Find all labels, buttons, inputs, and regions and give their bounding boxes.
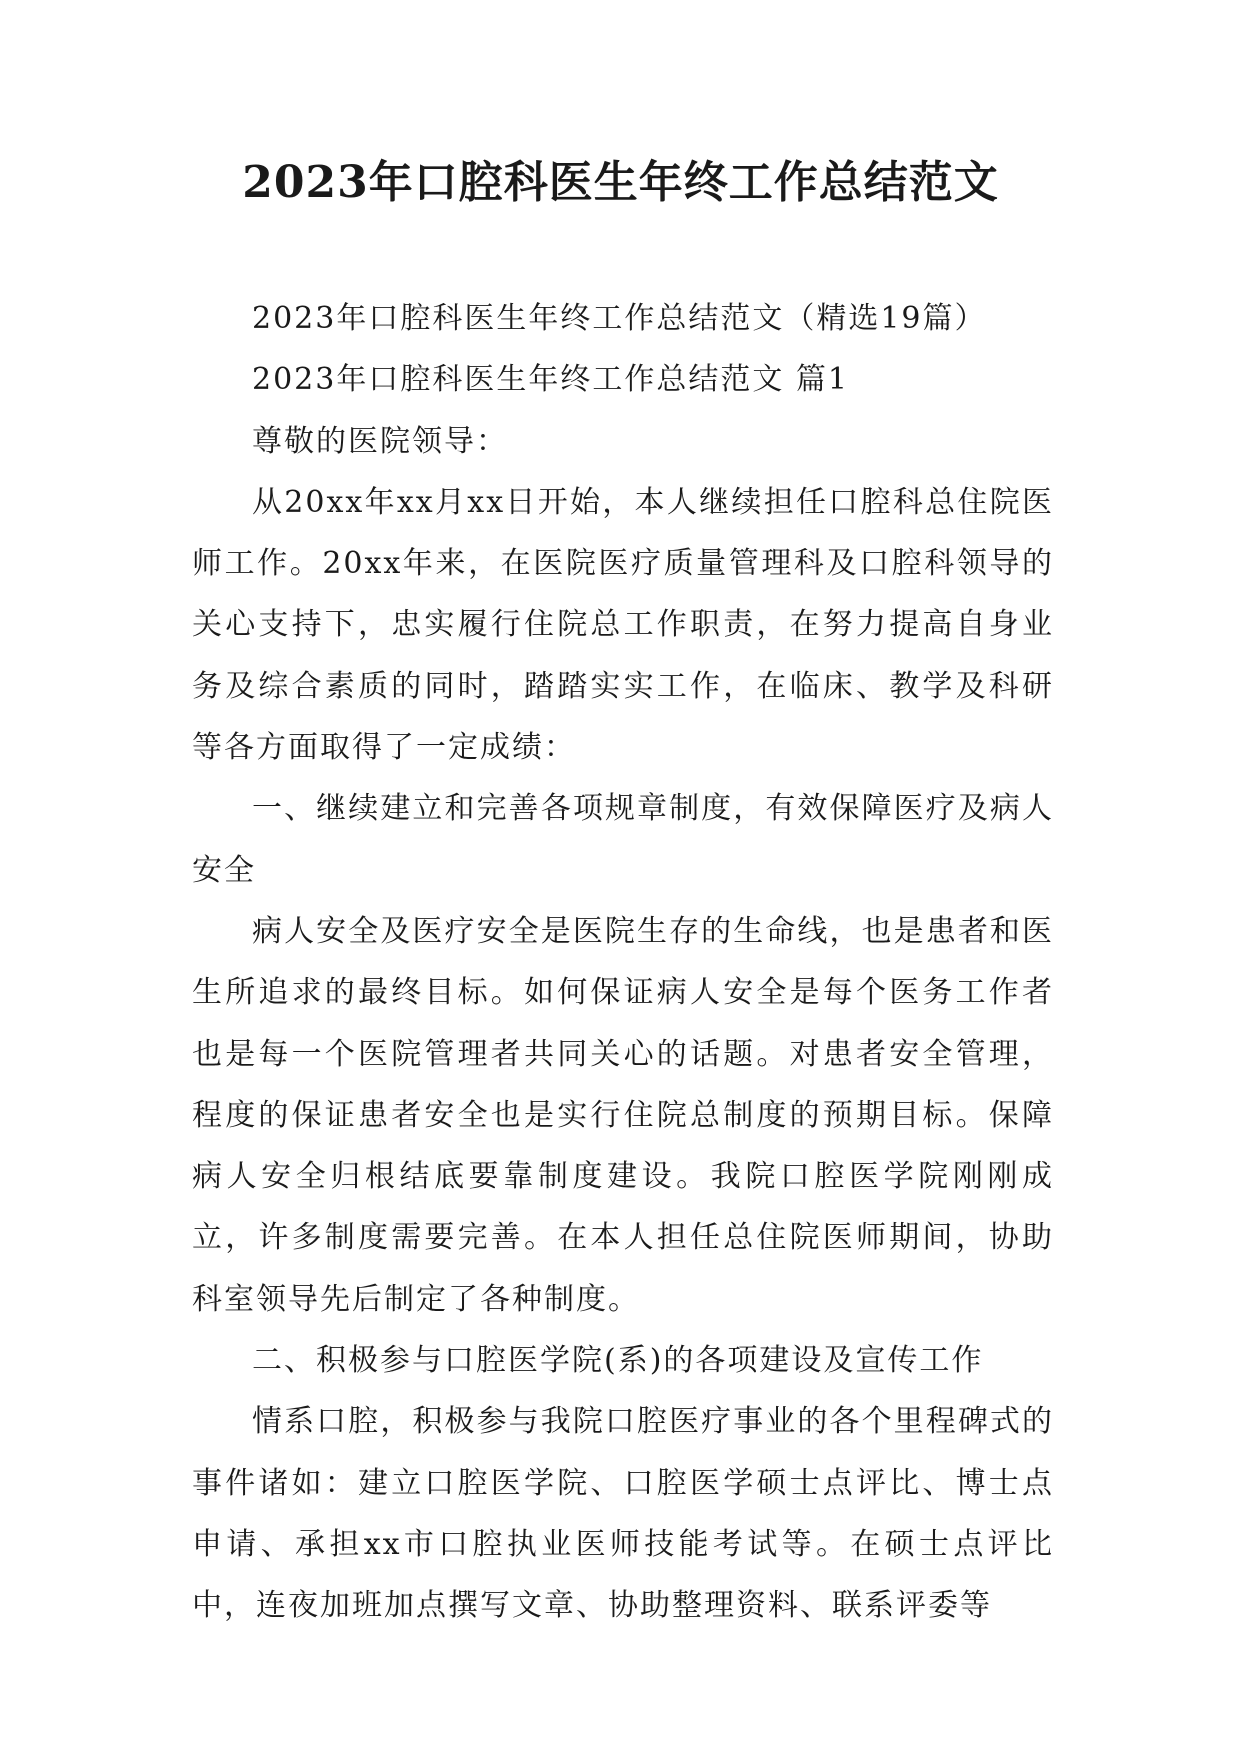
paragraph-salutation: 尊敬的医院领导： xyxy=(252,423,508,459)
paragraph-heading-one: 一、继续建立和完善各项规章制度，有效保障医疗及病人安全 xyxy=(192,791,1054,888)
paragraph-safety: 病人安全及医疗安全是医院生存的生命线，也是患者和医生所追求的最终目标。如何保证病人安全是每个医务工作者也是每一个医院管理者共同关心的话题。对患者安全管理，程度的保证患者安全也是实行住院总制度的预期目标。保障病人安全归根结底要靠制度建设。我院口腔医学院刚刚成立，许多制度需要完善。在本人担任总住院医师期间，协助科室领导先后制定了各种制度。 xyxy=(192,913,1054,1317)
paragraph-intro: 从20xx年xx月xx日开始，本人继续担任口腔科总住院医师工作。20xx年来，在医院医疗质量管理科及口腔科领导的关心支持下，忠实履行住院总工作职责，在努力提高自身业务及综合素质的同时，踏踏实实工作，在临床、教学及科研等各方面取得了一定成绩： xyxy=(192,484,1054,766)
document-title: 2023年口腔科医生年终工作总结范文 xyxy=(242,157,999,208)
paragraph-participation: 情系口腔，积极参与我院口腔医疗事业的各个里程碑式的事件诸如：建立口腔医学院、口腔医学硕士点评比、博士点申请、承担xx市口腔执业医师技能考试等。在硕士点评比中，连夜加班加点撰写文章、协助整理资料、联系评委等 xyxy=(192,1404,1054,1624)
paragraph-subtitle: 2023年口腔科医生年终工作总结范文（精选19篇） xyxy=(252,301,987,336)
paragraph-section-heading: 2023年口腔科医生年终工作总结范文 篇1 xyxy=(252,362,849,398)
paragraph-heading-two: 二、积极参与口腔医学院(系)的各项建设及宣传工作 xyxy=(252,1343,984,1379)
document-body xyxy=(192,288,1054,1637)
